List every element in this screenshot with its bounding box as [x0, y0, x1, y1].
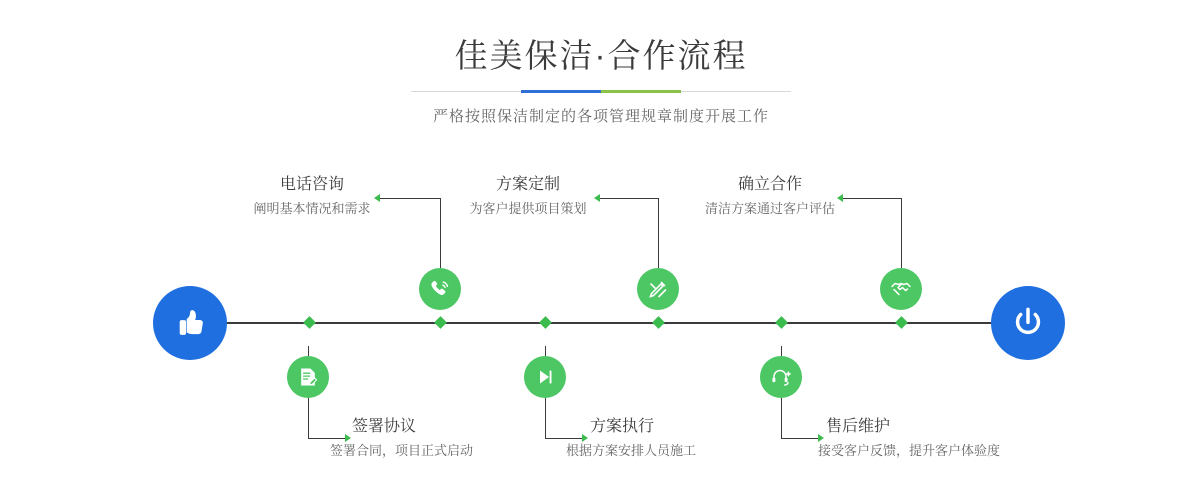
handshake-icon [889, 277, 913, 301]
axis-marker [303, 316, 316, 329]
end-node [991, 286, 1065, 360]
step-desc: 签署合同，项目正式启动 [330, 443, 474, 458]
title-divider [411, 90, 791, 93]
start-node [153, 286, 227, 360]
connector-horizontal [843, 198, 901, 199]
connector-arrow [837, 194, 843, 202]
header [0, 34, 1202, 126]
pencil-ruler-icon [646, 277, 670, 301]
connector-vertical [901, 198, 902, 268]
document-edit-icon [296, 365, 320, 389]
step-title: 售后维护 [826, 418, 891, 435]
power-icon [1009, 304, 1047, 342]
step-icon-6 [760, 356, 802, 398]
connector-horizontal [600, 198, 658, 199]
axis-marker [775, 316, 788, 329]
axis-marker [539, 316, 552, 329]
step-desc: 清洁方案通过客户评估 [705, 201, 836, 216]
thumbs-up-icon [171, 304, 209, 342]
axis-marker [895, 316, 908, 329]
page-title: 佳美保洁·合作流程 [454, 37, 748, 74]
page-subtitle: 严格按照保洁制定的各项管理规章制度开展工作 [432, 108, 769, 125]
step-title: 方案定制 [495, 176, 560, 193]
connector-horizontal [781, 438, 821, 439]
phone-ring-icon [428, 277, 452, 301]
divider-line-blue [521, 90, 601, 93]
step-title: 电话咨询 [279, 176, 344, 193]
step-label-4 [566, 416, 810, 462]
connector-horizontal [545, 438, 585, 439]
step-title: 方案执行 [590, 418, 655, 435]
connector-arrow [594, 194, 600, 202]
step-desc: 接受客户反馈，提升客户体验度 [818, 443, 1001, 458]
step-title: 签署协议 [352, 418, 417, 435]
step-icon-5 [880, 268, 922, 310]
step-desc: 阐明基本情况和需求 [253, 201, 371, 216]
connector-horizontal [380, 198, 440, 199]
step-icon-1 [419, 268, 461, 310]
step-label-3 [463, 174, 593, 220]
divider-line-green [601, 90, 681, 93]
step-title: 确立合作 [737, 176, 802, 193]
axis-marker [652, 316, 665, 329]
step-label-5 [705, 174, 835, 220]
play-skip-icon [533, 365, 557, 389]
step-label-6 [818, 416, 1086, 462]
timeline [0, 150, 1202, 490]
step-label-1 [247, 174, 377, 220]
headset-support-icon [769, 365, 793, 389]
step-icon-2 [287, 356, 329, 398]
step-icon-3 [637, 268, 679, 310]
step-desc: 为客户提供项目策划 [469, 201, 587, 216]
connector-vertical [658, 198, 659, 268]
axis-marker [434, 316, 447, 329]
step-desc: 根据方案安排人员施工 [566, 443, 697, 458]
step-label-2 [330, 416, 552, 462]
step-icon-4 [524, 356, 566, 398]
connector-vertical [440, 198, 441, 268]
connector-horizontal [308, 438, 348, 439]
